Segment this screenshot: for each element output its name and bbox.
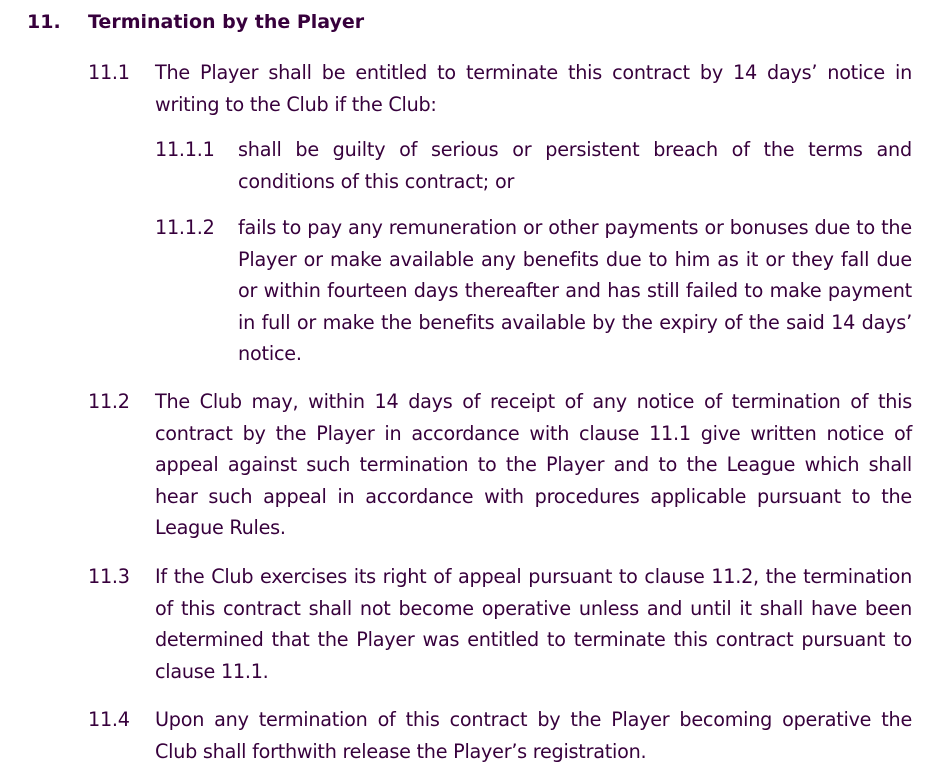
clause-number: 11.2 <box>88 390 130 413</box>
subclause-text: fails to pay any remuneration or other payments or bonuses due to the Player or make available any benefits due to him as it or they fall due or within fourteen days thereafter and has still failed to make payment in full or make the benefits available by the expiry of the said 14 days’ notice. <box>238 216 912 366</box>
clause-11-1 <box>88 57 912 120</box>
section-number: 11. <box>27 11 61 33</box>
subclause-number: 11.1.2 <box>155 216 215 239</box>
clause-11-3 <box>88 561 912 687</box>
subclause-11-1-2 <box>155 212 912 370</box>
clause-number: 11.1 <box>88 61 130 84</box>
clause-number: 11.4 <box>88 708 130 731</box>
clause-number: 11.3 <box>88 565 130 588</box>
clause-text: The Player shall be entitled to terminate this contract by 14 days’ notice in writing to the Club if the Club: <box>155 61 912 116</box>
subclause-text: shall be guilty of serious or persistent breach of the terms and conditions of this contract; or <box>238 138 912 193</box>
subclause-number: 11.1.1 <box>155 138 215 161</box>
clause-text: The Club may, within 14 days of receipt of any notice of termination of this contract by the Player in accordance with clause 11.1 give written notice of appeal against such termination to the Player and to the League which shall hear such appeal in accordance with procedures applicable pursuant to the League Rules. <box>155 390 912 540</box>
clause-text: If the Club exercises its right of appeal pursuant to clause 11.2, the termination of this contract shall not become operative unless and until it shall have been determined that the Player was entitled to terminate this contract pursuant to clause 11.1. <box>155 565 912 683</box>
section-title: Termination by the Player <box>88 11 365 33</box>
clause-11-2 <box>88 386 912 544</box>
section-heading <box>27 7 927 37</box>
clause-11-4 <box>88 704 912 767</box>
clause-text: Upon any termination of this contract by the Player becoming operative the Club shall forthwith release the Player’s registration. <box>155 708 912 763</box>
subclause-11-1-1 <box>155 134 912 197</box>
